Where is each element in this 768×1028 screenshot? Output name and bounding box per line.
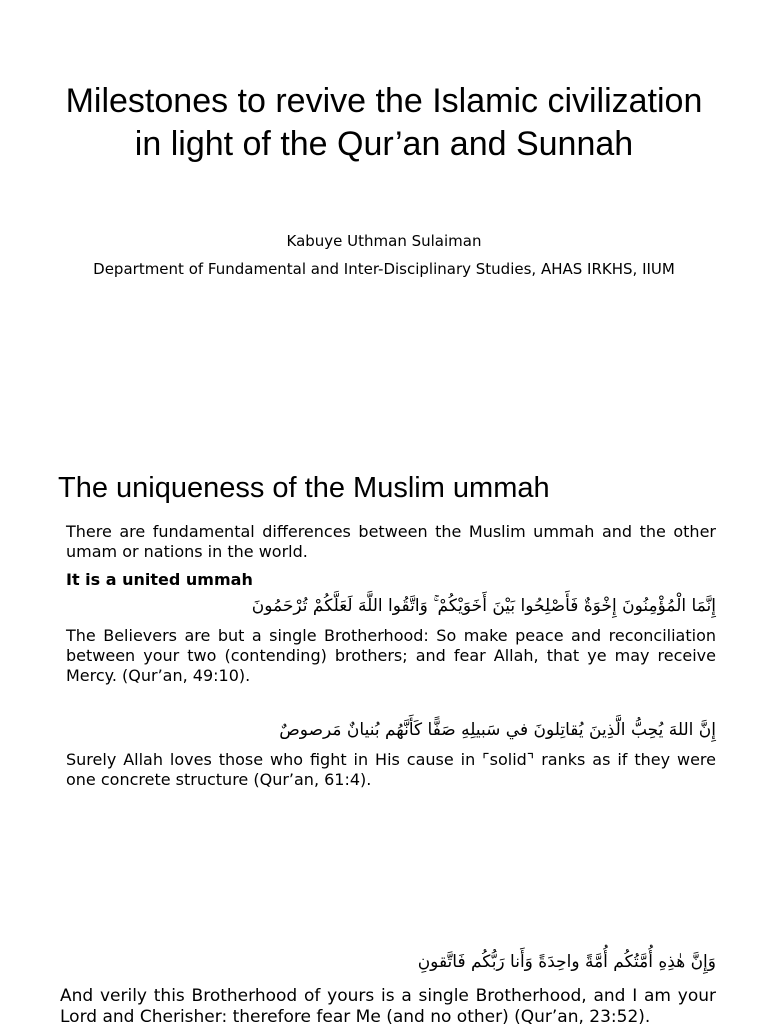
arabic-verse: إِنَّمَا الْمُؤْمِنُونَ إِخْوَةٌ فَأَصْلِحُوا بَيْنَ أَخَوَيْكُمْ ۚ وَاتَّقُوا اللَّهَ لَعَلَّكُمْ تُرْحَمُونَ: [251, 596, 716, 616]
content-slide: [0, 430, 768, 1027]
intro-paragraph: There are fundamental differences between the Muslim ummah and the other umam or nations in the world.: [66, 522, 716, 561]
author-affiliation: Department of Fundamental and Inter-Disciplinary Studies, AHAS IRKHS, IIUM: [93, 260, 675, 278]
verse-translation: And verily this Brotherhood of yours is a single Brotherhood, and I am your Lord and Cherisher: therefore fear Me (and no other) (Qur’an, 23:52).: [60, 986, 716, 1027]
verse-translation: Surely Allah loves those who fight in His cause in ⌜solid⌝ ranks as if they were one concrete structure (Qur’an, 61:4).: [66, 750, 716, 789]
presentation-title: Milestones to revive the Islamic civilization in light of the Qur’an and Sunnah: [65, 82, 703, 163]
title-slide: [0, 0, 768, 430]
slide-heading: The uniqueness of the Muslim ummah: [58, 472, 550, 504]
verse-translation: The Believers are but a single Brotherhood: So make peace and reconciliation between your two (contending) brothers; and fear Allah, that ye may receive Mercy. (Qur’an, 49:10).: [66, 626, 716, 685]
arabic-verse: وَإِنَّ هٰذِهِ أُمَّتُكُم أُمَّةً واحِدَةً وَأَنا رَبُّكُم فَاتَّقونِ: [417, 952, 716, 972]
subheading: It is a united ummah: [66, 570, 253, 589]
arabic-verse: إِنَّ اللهَ يُحِبُّ الَّذِينَ يُقاتِلونَ في سَبيلِهِ صَفًّا كَأَنَّهُم بُنيانٌ مَرصوصٌ: [279, 720, 716, 740]
author-name: Kabuye Uthman Sulaiman: [286, 232, 482, 250]
